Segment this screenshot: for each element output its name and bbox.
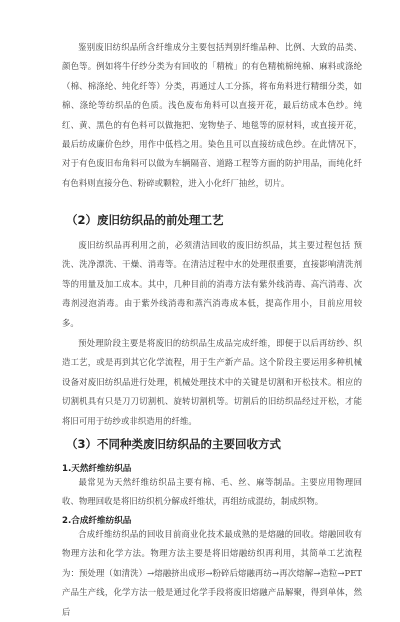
- section-2-paragraph-2: [62, 334, 362, 432]
- subsection-1-paragraph: [62, 473, 362, 513]
- section-2-paragraph: [62, 236, 362, 334]
- subsection-1-title: 1.天然纤维纺织品: [62, 464, 132, 474]
- section-3-heading: （3）不同种类废旧纺织品的主要回收方式: [66, 437, 281, 451]
- section-2-heading: （2）废旧纺织品的前处理工艺: [66, 213, 224, 227]
- intro-text: 鉴别废旧纺织品所含纤维成分主要包括判别纤维品种、比例、大致的品类、颜色等。例如将牛仔纱分类为有回收的「精梳」的有色精梳棉纯棉、麻料或涤纶（棉、棉涤纶、纯化纤等）分类，再通过人工分拣，将布角料进行精细分类，如棉、涤纶等纺织品的色质。浅色废布角料可以直接开花，最后纺成本色纱。纯红、黄、黑色的有色料可以做拖把、宠物垫子、地毯等的原材料，或直接开花，最后纺成廉价色纱，用作中低档之用。染色且可以直接纺成色纱。在此情况下，对于有色废旧布角料可以做为车辆隔音、道路工程等方面的防护用品，而纯化纤有色料则直接分色、粉碎或颗粒，进入小化纤厂抽丝，切片。: [62, 42, 362, 188]
- intro-paragraph: [62, 38, 362, 198]
- subsection-2-paragraph: [62, 525, 362, 617]
- subsection-1-text: 最常见为天然纤维纺织品主要有棉、毛、丝、麻等制品。主要应用物理回收、物理回收是将旧纺织机分解成纤维状，再组纺成混纺，制成织物。: [62, 477, 362, 507]
- section-2-paragraph-text: 废旧纺织品再利用之前，必须清洁回收的废旧纺织品，其主要过程包括 预洗、洗净漂洗、干燥、消毒等。在清洁过程中水的处理很重要，直接影响清洗剂等的用量及加工成本。其中，几种目前的消毒方法有紫外线消毒、高汽消毒、次毒剂浸泡消毒。由于紫外线消毒和蒸汽消毒成本低，提高作用小，目前应用较多。: [62, 240, 362, 328]
- section-2-paragraph-2-text: 预处理阶段主要是将废旧的纺织品生成品完成纤维，即便于以后再纺纱、织造工艺，或是再到其它化学流程，用于生产新产品。这个阶段主要运用多种机械设备对废旧纺织品进行处理，机械处理技术中的关键是切割和开松技术。相应的切割机具有只是刀刀切割机、旋转切割机等。切割后的旧纺织品经过开松，才能将旧可用于纺纱或非织造用的纤维。: [62, 338, 362, 426]
- subsection-2-title: 2.合成纤维纺织品: [62, 516, 132, 526]
- subsection-2-text: 合成纤维纺织品的回收目前商业化技术最成熟的是熔融的回收。熔融回收有物理方法和化学方法。物理方法主要是将旧熔融纺织再利用，其简单工艺流程为：预处理（如清洗）→熔融挤出成形→粉碎后熔融再纺→再次熔解→造粒→PET 产品生产线，化学方法一般是通过化学手段将废旧熔融产品解聚，得到单体，然后: [62, 529, 362, 617]
